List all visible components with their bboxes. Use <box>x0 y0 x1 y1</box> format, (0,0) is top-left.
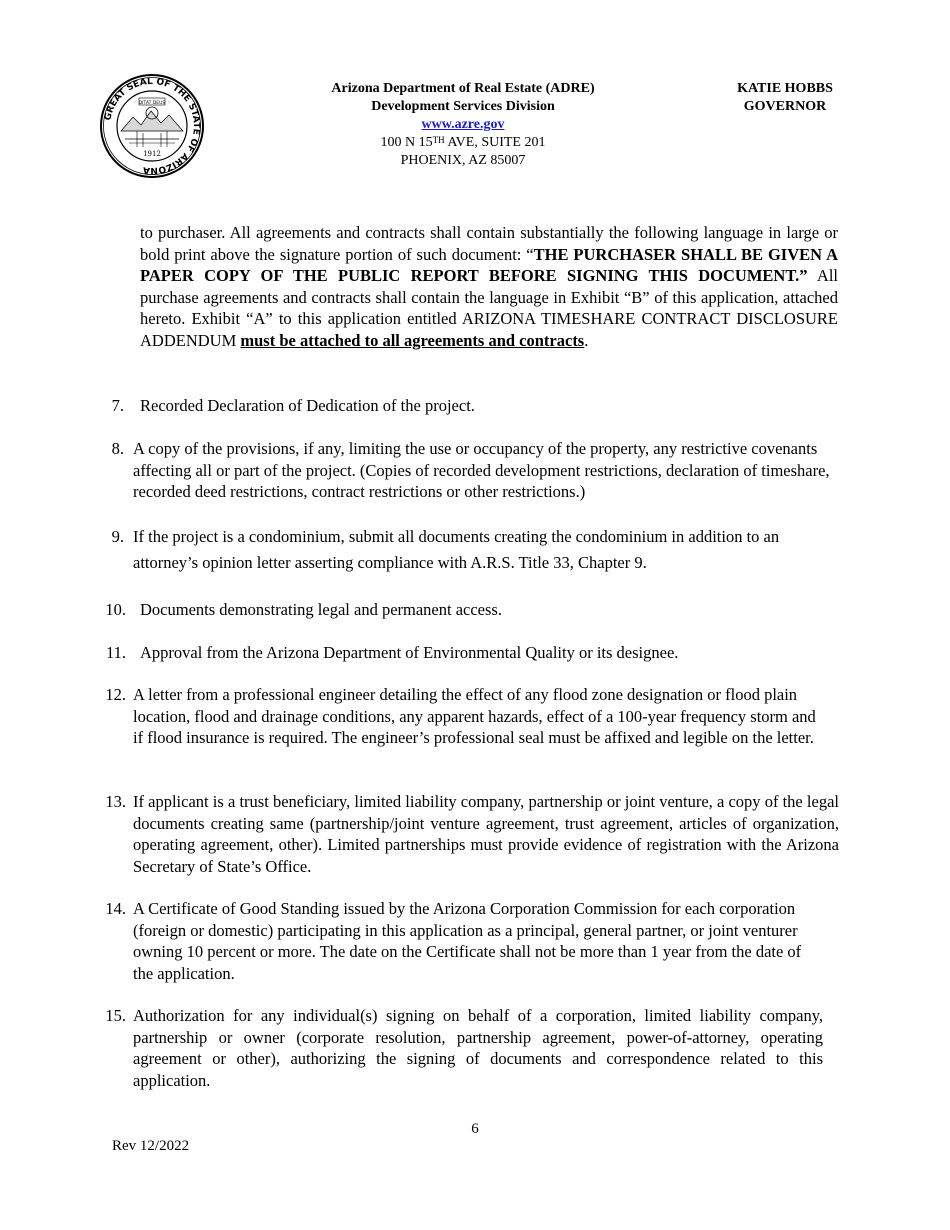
seal-motto: DITAT DEUS <box>138 101 166 106</box>
item-number: 12. <box>105 685 126 704</box>
disclosure-statement: THE PURCHASER SHALL BE GIVEN A PAPER COPY OF THE PUBLIC REPORT BEFORE SIGNING THIS DOCUMENT.” <box>140 244 838 285</box>
city-line: PHOENIX, AZ 85007 <box>400 153 526 168</box>
item-number: 13. <box>105 792 126 811</box>
item-number: 15. <box>105 1006 126 1025</box>
list-item <box>111 438 839 503</box>
list-item <box>105 642 846 664</box>
svg-text:GREAT SEAL OF THE STATE OF ARI: GREAT SEAL OF THE STATE OF ARIZONA <box>103 76 202 176</box>
address-line: 100 N 15TH AVE, SUITE 201 <box>380 135 546 150</box>
list-item <box>111 524 839 576</box>
governor-block <box>720 80 850 116</box>
list-item <box>105 898 813 984</box>
state-seal-logo <box>99 73 205 179</box>
intro-paragraph: to purchaser. All agreements and contracts shall contain substantially the following language in large or bold print above the signature portion of such document: “THE PURCHASER SHALL BE GIVEN A PAPER COPY OF THE PUBLIC REPORT BEFORE SIGNING THIS DOCUMENT.” All purchase agreements and contracts shall contain the language in Exhibit “B” of this application, attached hereto. Exhibit “A” to this application entitled ARIZONA TIMESHARE CONTRACT DISCLOSURE ADDENDUM must be attached to all agreements and contracts. <box>140 223 838 350</box>
item-number: 8. <box>111 439 124 458</box>
website-link[interactable]: www.azre.gov <box>421 117 505 132</box>
agency-name: Arizona Department of Real Estate (ADRE) <box>331 81 595 96</box>
item-text: A copy of the provisions, if any, limiting the use or occupancy of the property, any restrictive covenants affecting all or part of the project. (Copies of recorded development restrictions, declaration of timeshare, recorded deed restrictions, contract restrictions or other restrictions.) <box>133 439 830 501</box>
seal-year: 1912 <box>143 150 161 158</box>
item-number: 10. <box>105 600 126 619</box>
division-name: Development Services Division <box>371 99 555 114</box>
item-number: 14. <box>105 899 126 918</box>
item-text: Authorization for any individual(s) signing on behalf of a corporation, limited liability company, partnership or owner (corporate resolution, partnership agreement, power-of-attorney, operating agreement or other), authorizing the signing of documents and correspondence related to this application. <box>133 1006 823 1090</box>
item-text: Approval from the Arizona Department of Environmental Quality or its designee. <box>140 643 679 662</box>
list-item <box>105 1005 823 1091</box>
governor-title: GOVERNOR <box>743 99 827 114</box>
item-number: 7. <box>111 396 124 415</box>
revision-label: Rev 12/2022 <box>112 1138 190 1154</box>
agency-header <box>300 80 626 170</box>
list-item <box>105 684 823 749</box>
list-item <box>111 395 846 417</box>
item-text: If the project is a condominium, submit all documents creating the condominium in addition to an attorney’s opinion letter asserting compliance with A.R.S. Title 33, Chapter 9. <box>133 527 780 572</box>
item-text: Recorded Declaration of Dedication of the project. <box>140 396 475 415</box>
list-item <box>105 599 846 621</box>
item-text: A letter from a professional engineer detailing the effect of any flood zone designation or flood plain location, flood and drainage conditions, any apparent hazards, effect of a 100-year frequency storm and if flood insurance is required. The engineer’s professional seal must be affixed and legible on the letter. <box>133 685 816 747</box>
page-number: 6 <box>471 1121 479 1137</box>
item-text: A Certificate of Good Standing issued by the Arizona Corporation Commission for each corporation (foreign or domestic) participating in this application as a principal, general partner, or joint venturer owning 10 percent or more. The date on the Certificate shall not be more than 1 year from the date of the application. <box>133 899 802 983</box>
item-number: 9. <box>111 527 124 546</box>
attachment-requirement: must be attached to all agreements and contracts <box>240 330 585 350</box>
governor-name: KATIE HOBBS <box>737 81 833 96</box>
item-text: If applicant is a trust beneficiary, limited liability company, partnership or joint venture, a copy of the legal documents creating same (partnership/joint venture agreement, trust agreement, articles of organization, operating agreement, other). Limited partnerships must provide evidence of registration with the Arizona Secretary of State’s Office. <box>133 792 839 876</box>
item-text: Documents demonstrating legal and permanent access. <box>140 600 502 619</box>
item-number: 11. <box>105 643 126 662</box>
list-item <box>105 791 839 877</box>
